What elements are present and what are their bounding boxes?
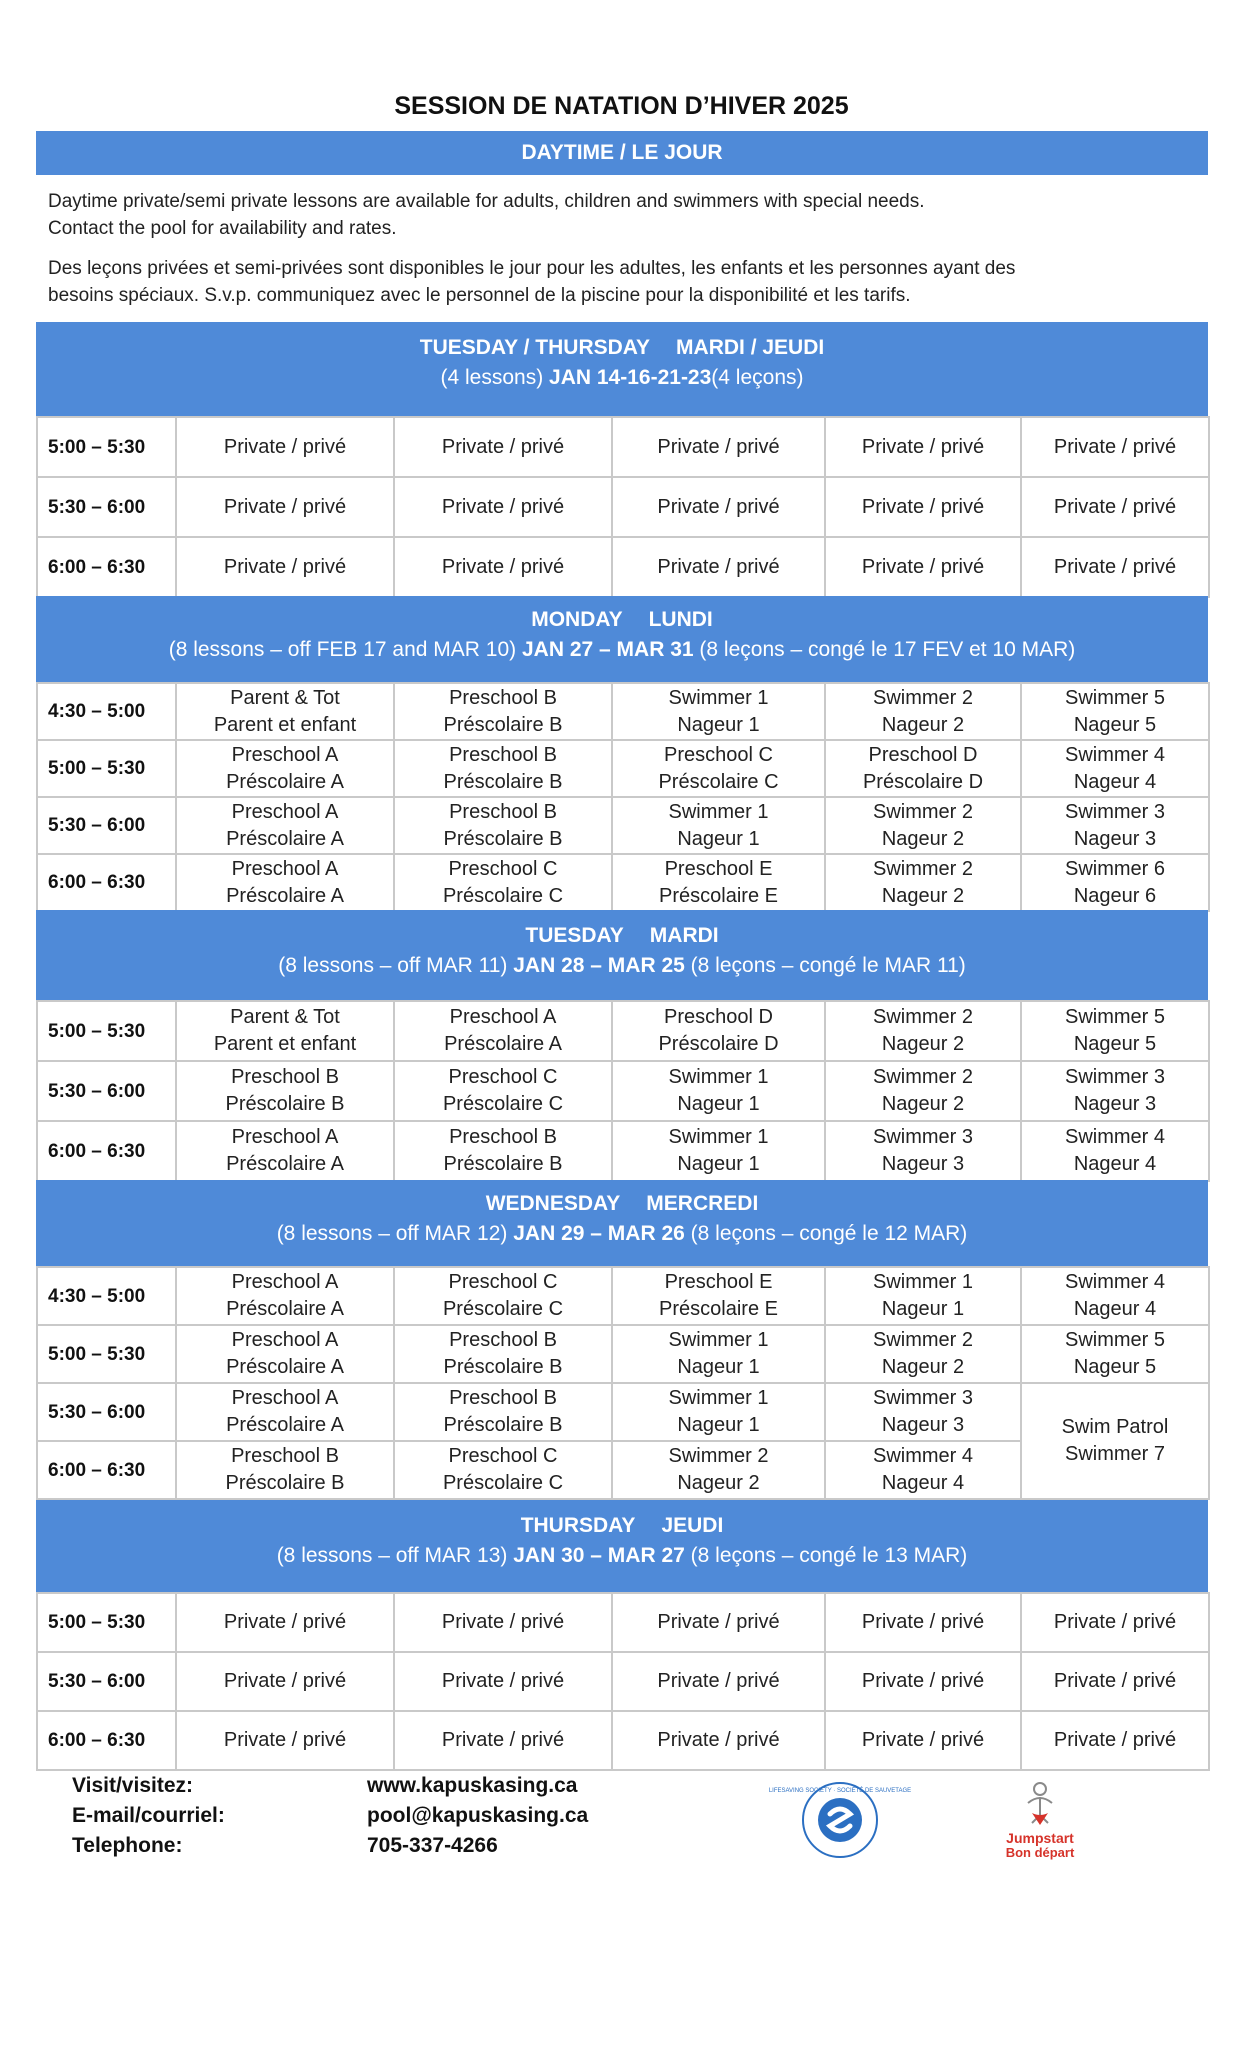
lesson-fr: Préscolaire B (443, 770, 563, 793)
lesson-fr: Nageur 2 (881, 1033, 965, 1055)
lesson-en: Swimmer 2 (872, 800, 973, 823)
lesson-en: Preschool D (664, 1006, 773, 1028)
lesson-fr: Nageur 6 (1073, 884, 1157, 907)
lesson-cell (394, 797, 612, 854)
lesson-fr: Nageur 3 (881, 1414, 965, 1436)
lesson-en: Preschool A (231, 1329, 339, 1351)
schedule-table-monday (36, 682, 1210, 912)
lesson-cell (612, 683, 825, 740)
lesson-cell (1021, 1267, 1209, 1325)
lesson-en: Swimmer 1 (668, 800, 769, 823)
lesson-fr: Nageur 2 (677, 1472, 760, 1494)
lesson-cell: Private / privé (612, 1652, 825, 1711)
lesson-en: Swimmer 1 (668, 1066, 769, 1088)
lesson-en: Preschool C (448, 1445, 558, 1467)
lesson-cell (825, 1121, 1021, 1181)
phone-number: 705-337-4266 (367, 1834, 498, 1857)
day-fr: LUNDI (648, 608, 713, 631)
intro-line: Des leçons privées et semi-privées sont disponibles le jour pour les adultes, les enfants et les personnes ayant des (48, 258, 1016, 279)
lesson-cell: Private / privé (394, 537, 612, 597)
time-cell: 5:30 – 6:00 (37, 1061, 176, 1121)
daytime-band (36, 131, 1208, 175)
lesson-en: Preschool A (231, 743, 339, 766)
schedule-table-wednesday (36, 1266, 1210, 1500)
daytime-english-text (48, 188, 1198, 242)
time-cell: 5:00 – 5:30 (37, 740, 176, 797)
lesson-en: Preschool A (231, 857, 339, 880)
lesson-cell: Private / privé (1021, 537, 1209, 597)
section-header-monday (36, 596, 1208, 682)
lesson-cell (825, 1325, 1021, 1383)
lesson-cell (825, 1061, 1021, 1121)
lesson-cell (1021, 854, 1209, 911)
lesson-cell (825, 1441, 1021, 1499)
figure-head-icon (1034, 1783, 1046, 1795)
day-en: THURSDAY (520, 1514, 636, 1537)
time-cell: 5:30 – 6:00 (37, 477, 176, 537)
lesson-en: Swimmer 3 (872, 1126, 973, 1148)
lesson-cell (394, 1121, 612, 1181)
lesson-fr: Nageur 4 (1073, 1153, 1157, 1175)
time-cell: 4:30 – 5:00 (37, 1267, 176, 1325)
lesson-cell (1021, 683, 1209, 740)
lesson-cell: Private / privé (1021, 417, 1209, 477)
lesson-cell (825, 797, 1021, 854)
time-cell: 6:00 – 6:30 (37, 1711, 176, 1770)
lesson-fr: Nageur 3 (881, 1153, 965, 1175)
lesson-cell (394, 1001, 612, 1061)
lesson-en: Swimmer 1 (668, 1387, 769, 1409)
time-cell: 5:00 – 5:30 (37, 1001, 176, 1061)
lesson-cell (176, 1267, 394, 1325)
table-row (37, 417, 1209, 477)
lesson-cell (1021, 1325, 1209, 1383)
day-fr: MARDI (649, 924, 719, 947)
jumpstart-logo (990, 1775, 1090, 1865)
lesson-cell: Private / privé (1021, 477, 1209, 537)
lesson-fr: Préscolaire A (226, 1298, 344, 1320)
lesson-fr: Parent et enfant (213, 1033, 357, 1055)
lesson-cell (612, 797, 825, 854)
table-row (37, 477, 1209, 537)
lesson-fr: Nageur 4 (1073, 1298, 1157, 1320)
lesson-en: Swimmer 2 (872, 1329, 973, 1351)
lesson-en: Preschool C (448, 1271, 558, 1293)
lesson-cell (176, 1121, 394, 1181)
lesson-cell: Private / privé (394, 1652, 612, 1711)
time-cell: 5:00 – 5:30 (37, 417, 176, 477)
lesson-fr: Nageur 2 (881, 1356, 965, 1378)
lesson-cell (394, 1383, 612, 1441)
lesson-en: Preschool B (449, 1387, 557, 1409)
lesson-en: Preschool A (449, 1006, 557, 1028)
lesson-fr: Préscolaire E (659, 1298, 778, 1320)
lesson-cell: Private / privé (1021, 1652, 1209, 1711)
lesson-cell (394, 1267, 612, 1325)
lesson-fr: Nageur 1 (677, 1093, 760, 1115)
dates-suffix: (8 leçons – congé le 12 MAR) (684, 1222, 968, 1245)
section-dates-line (36, 1222, 1208, 1246)
lesson-en: Swimmer 5 (1064, 1329, 1165, 1351)
lesson-cell: Private / privé (612, 1593, 825, 1652)
lesson-cell: Private / privé (176, 1711, 394, 1770)
table-row (37, 1593, 1209, 1652)
lesson-en: Swimmer 1 (668, 1126, 769, 1148)
section-header-thursday (36, 1500, 1208, 1592)
lesson-cell (394, 683, 612, 740)
lesson-fr: Nageur 1 (677, 1356, 760, 1378)
lesson-cell: Private / privé (825, 1652, 1021, 1711)
lesson-cell (825, 740, 1021, 797)
bon-depart-text: Bon départ (1005, 1845, 1075, 1860)
lesson-fr: Préscolaire B (443, 1153, 563, 1175)
jumpstart-text: Jumpstart (1006, 1830, 1074, 1846)
section-day-line (36, 336, 1208, 360)
table-row (37, 740, 1209, 797)
dates-suffix: (8 leçons – congé le 17 FEV et 10 MAR) (693, 638, 1076, 661)
table-row (37, 683, 1209, 740)
lesson-cell: Private / privé (825, 1593, 1021, 1652)
lesson-en: Swimmer 2 (872, 1066, 973, 1088)
time-cell: 6:00 – 6:30 (37, 1121, 176, 1181)
lesson-fr: Préscolaire C (658, 770, 779, 793)
lesson-cell: Private / privé (825, 537, 1021, 597)
time-cell: 5:00 – 5:30 (37, 1325, 176, 1383)
section-header-tuesday (36, 910, 1208, 1000)
dates-suffix: (8 leçons – congé le MAR 11) (684, 954, 966, 977)
lesson-en: Preschool E (664, 857, 773, 880)
lesson-cell (176, 1061, 394, 1121)
dates-suffix: (8 leçons – congé le 13 MAR) (684, 1544, 968, 1567)
lesson-en: Preschool C (448, 1066, 558, 1088)
lesson-fr: Préscolaire A (226, 884, 344, 907)
visit-label: Visit/visitez: (72, 1774, 193, 1797)
lesson-cell (612, 1383, 825, 1441)
lesson-en: Preschool A (231, 1387, 339, 1409)
dates-prefix: (8 lessons – off MAR 12) (276, 1222, 514, 1245)
time-cell: 5:30 – 6:00 (37, 1383, 176, 1441)
lesson-cell (612, 854, 825, 911)
lesson-fr: Préscolaire B (225, 1093, 345, 1115)
day-en: TUESDAY (525, 924, 624, 947)
table-row (37, 854, 1209, 911)
lesson-fr: Préscolaire A (226, 1356, 344, 1378)
lesson-fr: Préscolaire B (443, 827, 563, 850)
lesson-fr: Nageur 1 (677, 713, 760, 736)
lesson-cell: Private / privé (612, 537, 825, 597)
day-fr: JEUDI (661, 1514, 724, 1537)
lesson-cell (1021, 797, 1209, 854)
lesson-en: Swimmer 1 (668, 1329, 769, 1351)
dates: JAN 29 – MAR 26 (513, 1222, 685, 1245)
table-row (37, 1121, 1209, 1181)
lesson-cell: Private / privé (825, 1711, 1021, 1770)
intro-line: besoins spéciaux. S.v.p. communiquez avec le personnel de la piscine pour la disponibilité et les tarifs. (48, 285, 911, 306)
lesson-cell (176, 797, 394, 854)
time-cell: 6:00 – 6:30 (37, 537, 176, 597)
time-cell: 5:30 – 6:00 (37, 797, 176, 854)
lesson-fr: Préscolaire B (443, 713, 563, 736)
time-cell: 5:30 – 6:00 (37, 1652, 176, 1711)
lesson-fr: Nageur 3 (1073, 1093, 1157, 1115)
lesson-cell: Private / privé (394, 1711, 612, 1770)
lesson-fr: Préscolaire A (226, 1414, 344, 1436)
lesson-en: Preschool B (231, 1445, 339, 1467)
table-row (37, 1267, 1209, 1325)
lesson-cell: Private / privé (394, 417, 612, 477)
table-row (37, 797, 1209, 854)
lesson-cell (825, 683, 1021, 740)
lesson-en: Preschool B (449, 1329, 557, 1351)
lesson-en: Swimmer 2 (668, 1445, 769, 1467)
lesson-fr: Préscolaire D (658, 1033, 779, 1055)
day-fr: MARDI / JEUDI (676, 336, 825, 359)
daytime-band-label: DAYTIME / LE JOUR (521, 141, 723, 164)
lesson-cell: Private / privé (176, 537, 394, 597)
section-day-line (36, 1192, 1208, 1216)
lesson-en: Swimmer 2 (872, 857, 973, 880)
lesson-en: Preschool B (449, 743, 557, 766)
lesson-en: Swimmer 3 (1064, 1066, 1165, 1088)
footer-labels (72, 1771, 225, 1861)
lesson-en: Preschool C (448, 857, 558, 880)
logo-text: LIFESAVING SOCIETY · SOCIÉTÉ DE SAUVETAGE (768, 1788, 912, 1794)
daytime-french-text (48, 255, 1198, 309)
lesson-fr: Nageur 2 (881, 1093, 965, 1115)
lesson-en: Preschool A (231, 800, 339, 823)
table-row (37, 1001, 1209, 1061)
lesson-cell: Private / privé (612, 1711, 825, 1770)
lesson-cell (612, 1267, 825, 1325)
lesson-en: Preschool E (664, 1271, 773, 1293)
lesson-fr: Nageur 3 (1073, 827, 1157, 850)
lesson-cell: Private / privé (176, 1652, 394, 1711)
lesson-en: Parent & Tot (230, 1006, 340, 1028)
lesson-en: Swimmer 4 (1064, 1271, 1165, 1293)
lesson-fr: Nageur 2 (881, 884, 965, 907)
lesson-cell (825, 1383, 1021, 1441)
lesson-cell (825, 1267, 1021, 1325)
section-dates-line (36, 1544, 1208, 1568)
lesson-cell (1021, 1121, 1209, 1181)
intro-line: Contact the pool for availability and rates. (48, 218, 397, 239)
lesson-cell (1021, 740, 1209, 797)
section-day-line (36, 1514, 1208, 1538)
lesson-cell (612, 1441, 825, 1499)
lifesaving-society-logo (768, 1780, 912, 1860)
lesson-cell: Private / privé (176, 1593, 394, 1652)
footer-values (367, 1771, 588, 1861)
lesson-cell (176, 854, 394, 911)
day-en: WEDNESDAY (485, 1192, 621, 1215)
dates: JAN 14-16-21-23 (549, 366, 712, 389)
section-dates-line (36, 366, 1208, 390)
table-row (37, 1383, 1209, 1441)
lesson-cell (825, 854, 1021, 911)
dates-prefix: (4 lessons) (440, 366, 550, 389)
lesson-en: Swimmer 2 (872, 686, 973, 709)
lesson-fr: Swimmer 7 (1064, 1443, 1165, 1465)
lesson-fr: Préscolaire A (226, 827, 344, 850)
lesson-en: Preschool A (231, 1126, 339, 1148)
lesson-fr: Nageur 1 (677, 1153, 760, 1175)
lesson-en: Swimmer 6 (1064, 857, 1165, 880)
lesson-cell (1021, 1001, 1209, 1061)
day-en: MONDAY (531, 608, 623, 631)
lesson-cell (394, 1441, 612, 1499)
lesson-fr: Nageur 1 (881, 1298, 965, 1320)
dates-suffix: (4 leçons) (711, 366, 804, 389)
dates: JAN 28 – MAR 25 (513, 954, 685, 977)
lesson-fr: Nageur 5 (1073, 713, 1157, 736)
lesson-cell (612, 1121, 825, 1181)
section-day-line (36, 924, 1208, 948)
lesson-cell (825, 1001, 1021, 1061)
dates: JAN 30 – MAR 27 (513, 1544, 685, 1567)
lesson-fr: Préscolaire B (443, 1356, 563, 1378)
lesson-fr: Préscolaire C (442, 1093, 564, 1115)
lesson-cell: Private / privé (1021, 1593, 1209, 1652)
lesson-cell (176, 1441, 394, 1499)
section-day-line (36, 608, 1208, 632)
lesson-cell: Private / privé (825, 417, 1021, 477)
table-row (37, 1325, 1209, 1383)
lesson-cell (394, 740, 612, 797)
dates-prefix: (8 lessons – off MAR 13) (276, 1544, 514, 1567)
email-label: E-mail/courriel: (72, 1804, 225, 1827)
lesson-cell (612, 740, 825, 797)
lesson-en: Preschool C (664, 743, 773, 766)
lesson-cell (612, 1001, 825, 1061)
lesson-fr: Nageur 5 (1073, 1033, 1157, 1055)
lesson-fr: Préscolaire B (443, 1414, 563, 1436)
lesson-en: Swimmer 5 (1064, 686, 1165, 709)
section-header-tue-thu (36, 322, 1208, 416)
section-dates-line (36, 954, 1208, 978)
table-row (37, 1652, 1209, 1711)
lesson-en: Swimmer 5 (1064, 1006, 1165, 1028)
lesson-en: Swimmer 4 (872, 1445, 973, 1467)
lesson-en: Preschool D (868, 743, 978, 766)
lesson-en: Swimmer 3 (872, 1387, 973, 1409)
time-cell: 5:00 – 5:30 (37, 1593, 176, 1652)
lesson-fr: Préscolaire C (442, 884, 564, 907)
lesson-fr: Préscolaire A (226, 770, 344, 793)
lesson-en: Swim Patrol (1061, 1416, 1169, 1438)
lesson-fr: Nageur 2 (881, 713, 965, 736)
lesson-cell: Private / privé (612, 477, 825, 537)
lesson-cell-swim-patrol (1021, 1383, 1209, 1499)
table-row (37, 1711, 1209, 1770)
schedule-table-tue-thu (36, 416, 1210, 598)
lesson-cell (612, 1325, 825, 1383)
lesson-fr: Nageur 5 (1073, 1356, 1157, 1378)
lesson-en: Parent & Tot (230, 686, 340, 709)
lesson-fr: Préscolaire A (444, 1033, 562, 1055)
lesson-en: Preschool B (449, 686, 557, 709)
lesson-en: Swimmer 4 (1064, 1126, 1165, 1148)
section-dates-line (36, 638, 1208, 662)
lesson-cell: Private / privé (394, 1593, 612, 1652)
lesson-fr: Nageur 4 (881, 1472, 965, 1494)
dates: JAN 27 – MAR 31 (522, 638, 694, 661)
dates-prefix: (8 lessons – off FEB 17 and MAR 10) (168, 638, 522, 661)
lesson-en: Preschool B (449, 800, 557, 823)
lesson-en: Swimmer 3 (1064, 800, 1165, 823)
phone-label: Telephone: (72, 1834, 183, 1857)
lesson-fr: Nageur 1 (677, 1414, 760, 1436)
lesson-fr: Préscolaire A (226, 1153, 344, 1175)
lesson-cell (394, 1061, 612, 1121)
intro-line: Daytime private/semi private lessons are available for adults, children and swimmers with special needs. (48, 191, 925, 212)
lesson-cell: Private / privé (612, 417, 825, 477)
lesson-fr: Nageur 2 (881, 827, 965, 850)
schedule-table-tuesday (36, 1000, 1210, 1182)
email-link[interactable]: pool@kapuskasing.ca (367, 1804, 589, 1827)
lesson-en: Swimmer 1 (668, 686, 769, 709)
lesson-fr: Préscolaire C (442, 1472, 564, 1494)
lesson-cell: Private / privé (1021, 1711, 1209, 1770)
table-row (37, 1061, 1209, 1121)
lesson-fr: Nageur 1 (677, 827, 760, 850)
dates-prefix: (8 lessons – off MAR 11) (278, 954, 514, 977)
lesson-en: Preschool A (231, 1271, 339, 1293)
lesson-cell (176, 1001, 394, 1061)
lesson-cell (612, 1061, 825, 1121)
lesson-fr: Nageur 4 (1073, 770, 1157, 793)
lesson-en: Swimmer 1 (872, 1271, 973, 1293)
day-en: TUESDAY / THURSDAY (419, 336, 651, 359)
lesson-en: Swimmer 4 (1064, 743, 1165, 766)
lesson-cell: Private / privé (394, 477, 612, 537)
lesson-cell: Private / privé (176, 417, 394, 477)
lesson-en: Preschool B (449, 1126, 557, 1148)
lesson-fr: Parent et enfant (213, 713, 357, 736)
lesson-fr: Préscolaire E (659, 884, 778, 907)
schedule-table-thursday (36, 1592, 1210, 1771)
time-cell: 4:30 – 5:00 (37, 683, 176, 740)
website-link[interactable]: www.kapuskasing.ca (367, 1774, 578, 1797)
lesson-cell: Private / privé (825, 477, 1021, 537)
page-title: SESSION DE NATATION D’HIVER 2025 (394, 92, 849, 120)
time-cell: 6:00 – 6:30 (37, 854, 176, 911)
lesson-cell (394, 1325, 612, 1383)
section-header-wednesday (36, 1180, 1208, 1266)
lesson-cell (176, 683, 394, 740)
lesson-fr: Préscolaire D (862, 770, 984, 793)
lesson-cell (394, 854, 612, 911)
lesson-cell (176, 1325, 394, 1383)
lesson-cell (176, 1383, 394, 1441)
lesson-cell (176, 740, 394, 797)
day-fr: MERCREDI (646, 1192, 759, 1215)
table-row (37, 537, 1209, 597)
lesson-en: Swimmer 2 (872, 1006, 973, 1028)
lesson-cell: Private / privé (176, 477, 394, 537)
lesson-fr: Préscolaire B (225, 1472, 345, 1494)
lesson-en: Preschool B (231, 1066, 339, 1088)
lesson-cell (1021, 1061, 1209, 1121)
lesson-fr: Préscolaire C (442, 1298, 564, 1320)
time-cell: 6:00 – 6:30 (37, 1441, 176, 1499)
